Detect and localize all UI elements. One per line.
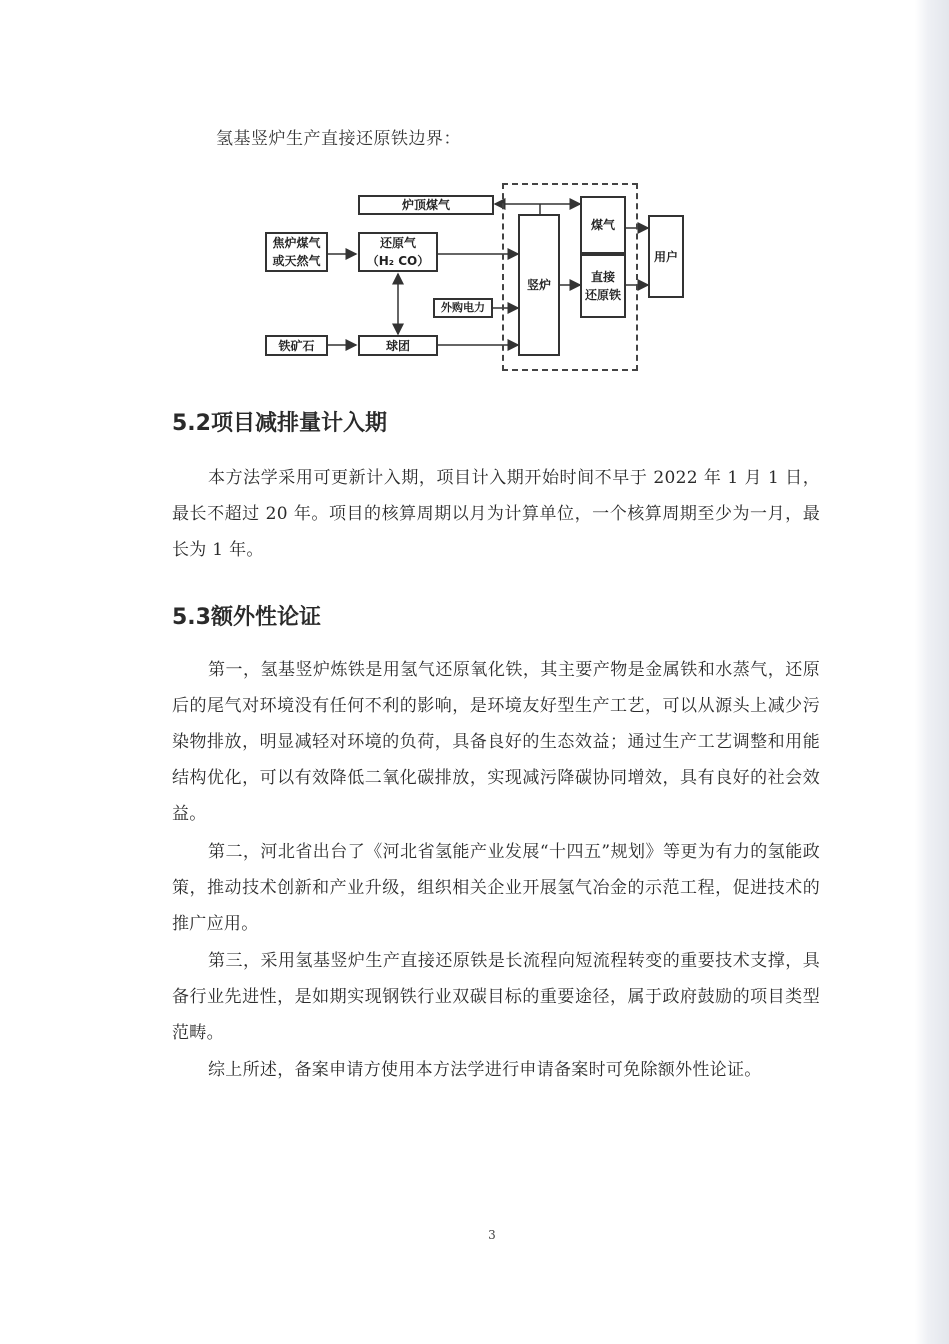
reducing-gas-label-1: 还原气 bbox=[379, 236, 416, 250]
section-5-3-paragraph-1: 第一，氢基竖炉炼铁是用氢气还原氧化铁，其主要产物是金属铁和水蒸气，还原后的尾气对环境没有任何不利的影响，是环境友好型生产工艺，可以从源头上减少污染物排放，明显减轻对环境的负荷，具备良好的生态效益；通过生产工艺调整和用能结构优化，可以有效降低二氧化碳排放，实现减污降碳协同增效，具有良好的社会效益。 bbox=[172, 660, 820, 824]
page-number: 3 bbox=[488, 1228, 496, 1242]
pellet-label: 球团 bbox=[385, 338, 410, 353]
section-5-2-heading: 5.2项目减排量计入期 bbox=[172, 411, 387, 436]
dri-box bbox=[580, 254, 626, 318]
section-5-3-paragraph-3: 第三，采用氢基竖炉生产直接还原铁是长流程向短流程转变的重要技术支撑，具备行业先进性，是如期实现钢铁行业双碳目标的重要途径，属于政府鼓励的项目类型范畴。 bbox=[172, 951, 820, 1043]
furnace-top-gas-label: 炉顶煤气 bbox=[401, 198, 450, 212]
coke-gas-box bbox=[265, 232, 328, 272]
dri-label-1: 直接 bbox=[590, 270, 615, 284]
section-5-3-paragraph-2: 第二，河北省出台了《河北省氢能产业发展“十四五”规划》等更为有力的氢能政策，推动技术创新和产业升级，组织相关企业开展氢气冶金的示范工程，促进技术的推广应用。 bbox=[172, 842, 820, 934]
coke-gas-label-2: 或天然气 bbox=[272, 254, 321, 268]
section-5-2-paragraph: 本方法学采用可更新计入期，项目计入期开始时间不早于 2022 年 1 月 1 日，最长不超过 20 年。项目的核算周期以月为计算单位，一个核算周期至少为一月，最长为 1 年。 bbox=[172, 468, 820, 560]
iron-ore-label: 铁矿石 bbox=[278, 338, 315, 353]
user-label: 用户 bbox=[653, 249, 678, 264]
shaft-furnace-box bbox=[518, 214, 560, 356]
coal-gas-label: 煤气 bbox=[590, 218, 615, 232]
section-5-3-heading: 5.3额外性论证 bbox=[172, 605, 321, 630]
dri-label-2: 还原铁 bbox=[584, 288, 621, 302]
pellet-box bbox=[358, 335, 438, 356]
reducing-gas-box bbox=[358, 232, 438, 272]
furnace-top-gas-box bbox=[358, 195, 494, 215]
iron-ore-box bbox=[265, 335, 328, 356]
section-5-3-paragraph-4: 综上所述，备案申请方使用本方法学进行申请备案时可免除额外性论证。 bbox=[208, 1060, 762, 1080]
coke-gas-label-1: 焦炉煤气 bbox=[272, 236, 321, 250]
shaft-furnace-label: 竖炉 bbox=[526, 278, 551, 292]
coal-gas-box bbox=[580, 196, 626, 254]
user-box bbox=[648, 215, 684, 298]
purchased-power-box bbox=[433, 298, 493, 318]
diagram-caption: 氢基竖炉生产直接还原铁边界： bbox=[216, 129, 461, 149]
process-boundary-diagram bbox=[0, 0, 949, 400]
purchased-power-label: 外购电力 bbox=[441, 301, 485, 314]
reducing-gas-label-2: （H₂ CO） bbox=[366, 254, 430, 268]
